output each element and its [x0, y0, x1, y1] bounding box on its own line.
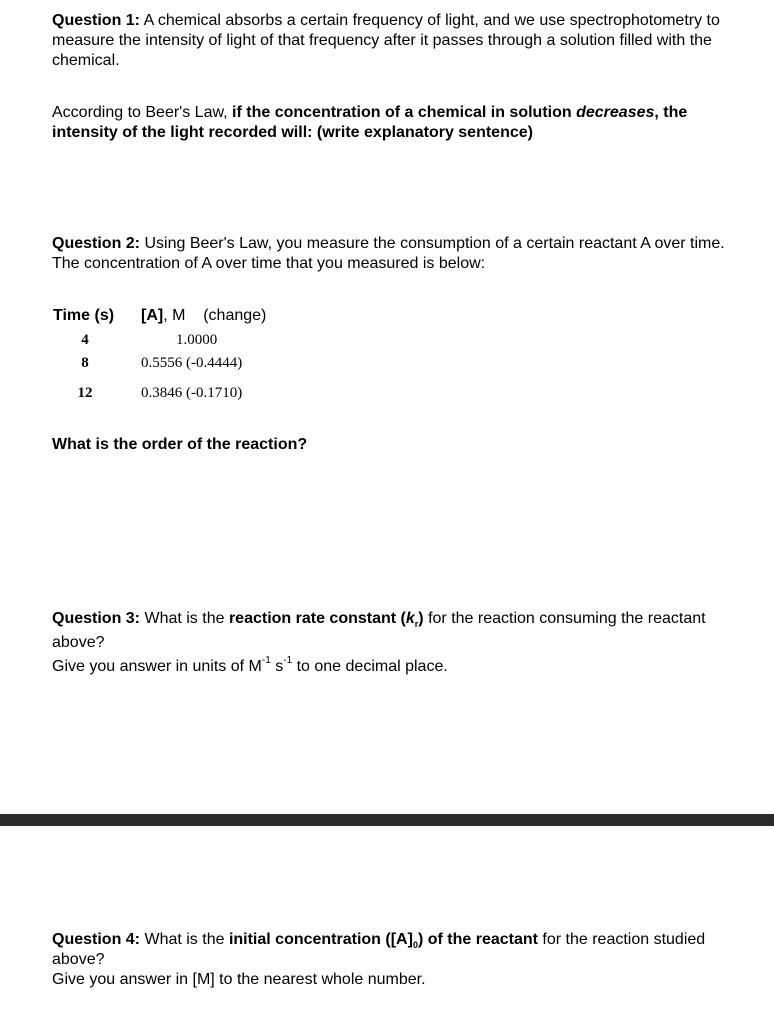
question-4-bold: [228, 931, 538, 951]
concentration-table: [52, 306, 352, 406]
question-2-prompt-text: What is the order of the reaction?: [52, 436, 308, 453]
question-3-bold: [228, 610, 424, 630]
table-row-3-time: 12: [77, 385, 93, 401]
question-4-instructions: Give you answer in [M] to the nearest whole number.: [52, 971, 426, 988]
section-divider: [0, 814, 774, 826]
question-4-text: [52, 930, 732, 990]
question-4-bold-part1: initial concentration ([A]: [228, 931, 413, 948]
question-1-text: [52, 11, 732, 71]
question-1-prompt-bold-part2: , the intensity of the light recorded will: (write explanatory sentence): [52, 104, 688, 141]
question-3-k-symbol: k: [405, 610, 415, 627]
question-2-text: [52, 234, 732, 274]
question-1-body: A chemical absorbs a certain frequency of light, and we use spectrophotometry to measure the intensity of light of that frequency after it passes through a solution filled with the chemical.: [52, 12, 720, 69]
question-3-text: [52, 607, 732, 679]
question-2-body: Using Beer's Law, you measure the consumption of a certain reactant A over time. The concentration of A over time that you measured is below:: [52, 235, 725, 272]
question-3-label: Question 3:: [52, 610, 141, 627]
table-header-time: Time (s): [53, 307, 115, 324]
question-3-part2: for the reaction consuming the reactant above?: [52, 610, 706, 651]
question-1-prompt-italic: decreases: [576, 104, 655, 121]
question-1-prompt-lead: According to Beer's Law,: [52, 104, 233, 121]
question-4-part1: What is the: [140, 931, 229, 948]
question-3-bold-close: ): [418, 610, 424, 627]
question-2-prompt: [52, 435, 732, 455]
question-3-k-subscript: r: [414, 619, 419, 630]
question-4-part2: for the reaction studied above?: [52, 931, 706, 968]
question-3-units-sup1: -1: [261, 654, 271, 666]
question-4-label: Question 4:: [52, 931, 141, 948]
question-3-bold-text: reaction rate constant (: [228, 610, 406, 627]
table-row-1-value: 1.0000: [176, 332, 218, 348]
question-1-prompt-bold-part1: if the concentration of a chemical in solution: [232, 104, 577, 121]
question-3-units-lead: Give you answer in units of M: [52, 658, 262, 675]
question-1-label: Question 1:: [52, 12, 141, 29]
question-4-subscript: 0: [412, 940, 418, 951]
question-3-units-sup2: -1: [283, 654, 293, 666]
table-header-conc-bold: [A]: [141, 307, 164, 324]
question-3-units-s: s: [270, 658, 284, 675]
table-header-concentration: [141, 306, 266, 326]
question-1-prompt: [52, 103, 732, 143]
question-3-units-tail: to one decimal place.: [292, 658, 448, 675]
question-2-label: Question 2:: [52, 235, 141, 252]
table-row-1-time: 4: [81, 332, 89, 348]
question-4-bold-part2: ) of the reactant: [417, 931, 538, 948]
question-3-part1: What is the: [140, 610, 229, 627]
table-row-2-value: 0.5556 (-0.4444): [141, 355, 243, 371]
table-row-3-value: 0.3846 (-0.1710): [141, 385, 243, 401]
table-header-conc-rest: , M (change): [163, 307, 267, 324]
table-row-2-time: 8: [81, 355, 89, 371]
